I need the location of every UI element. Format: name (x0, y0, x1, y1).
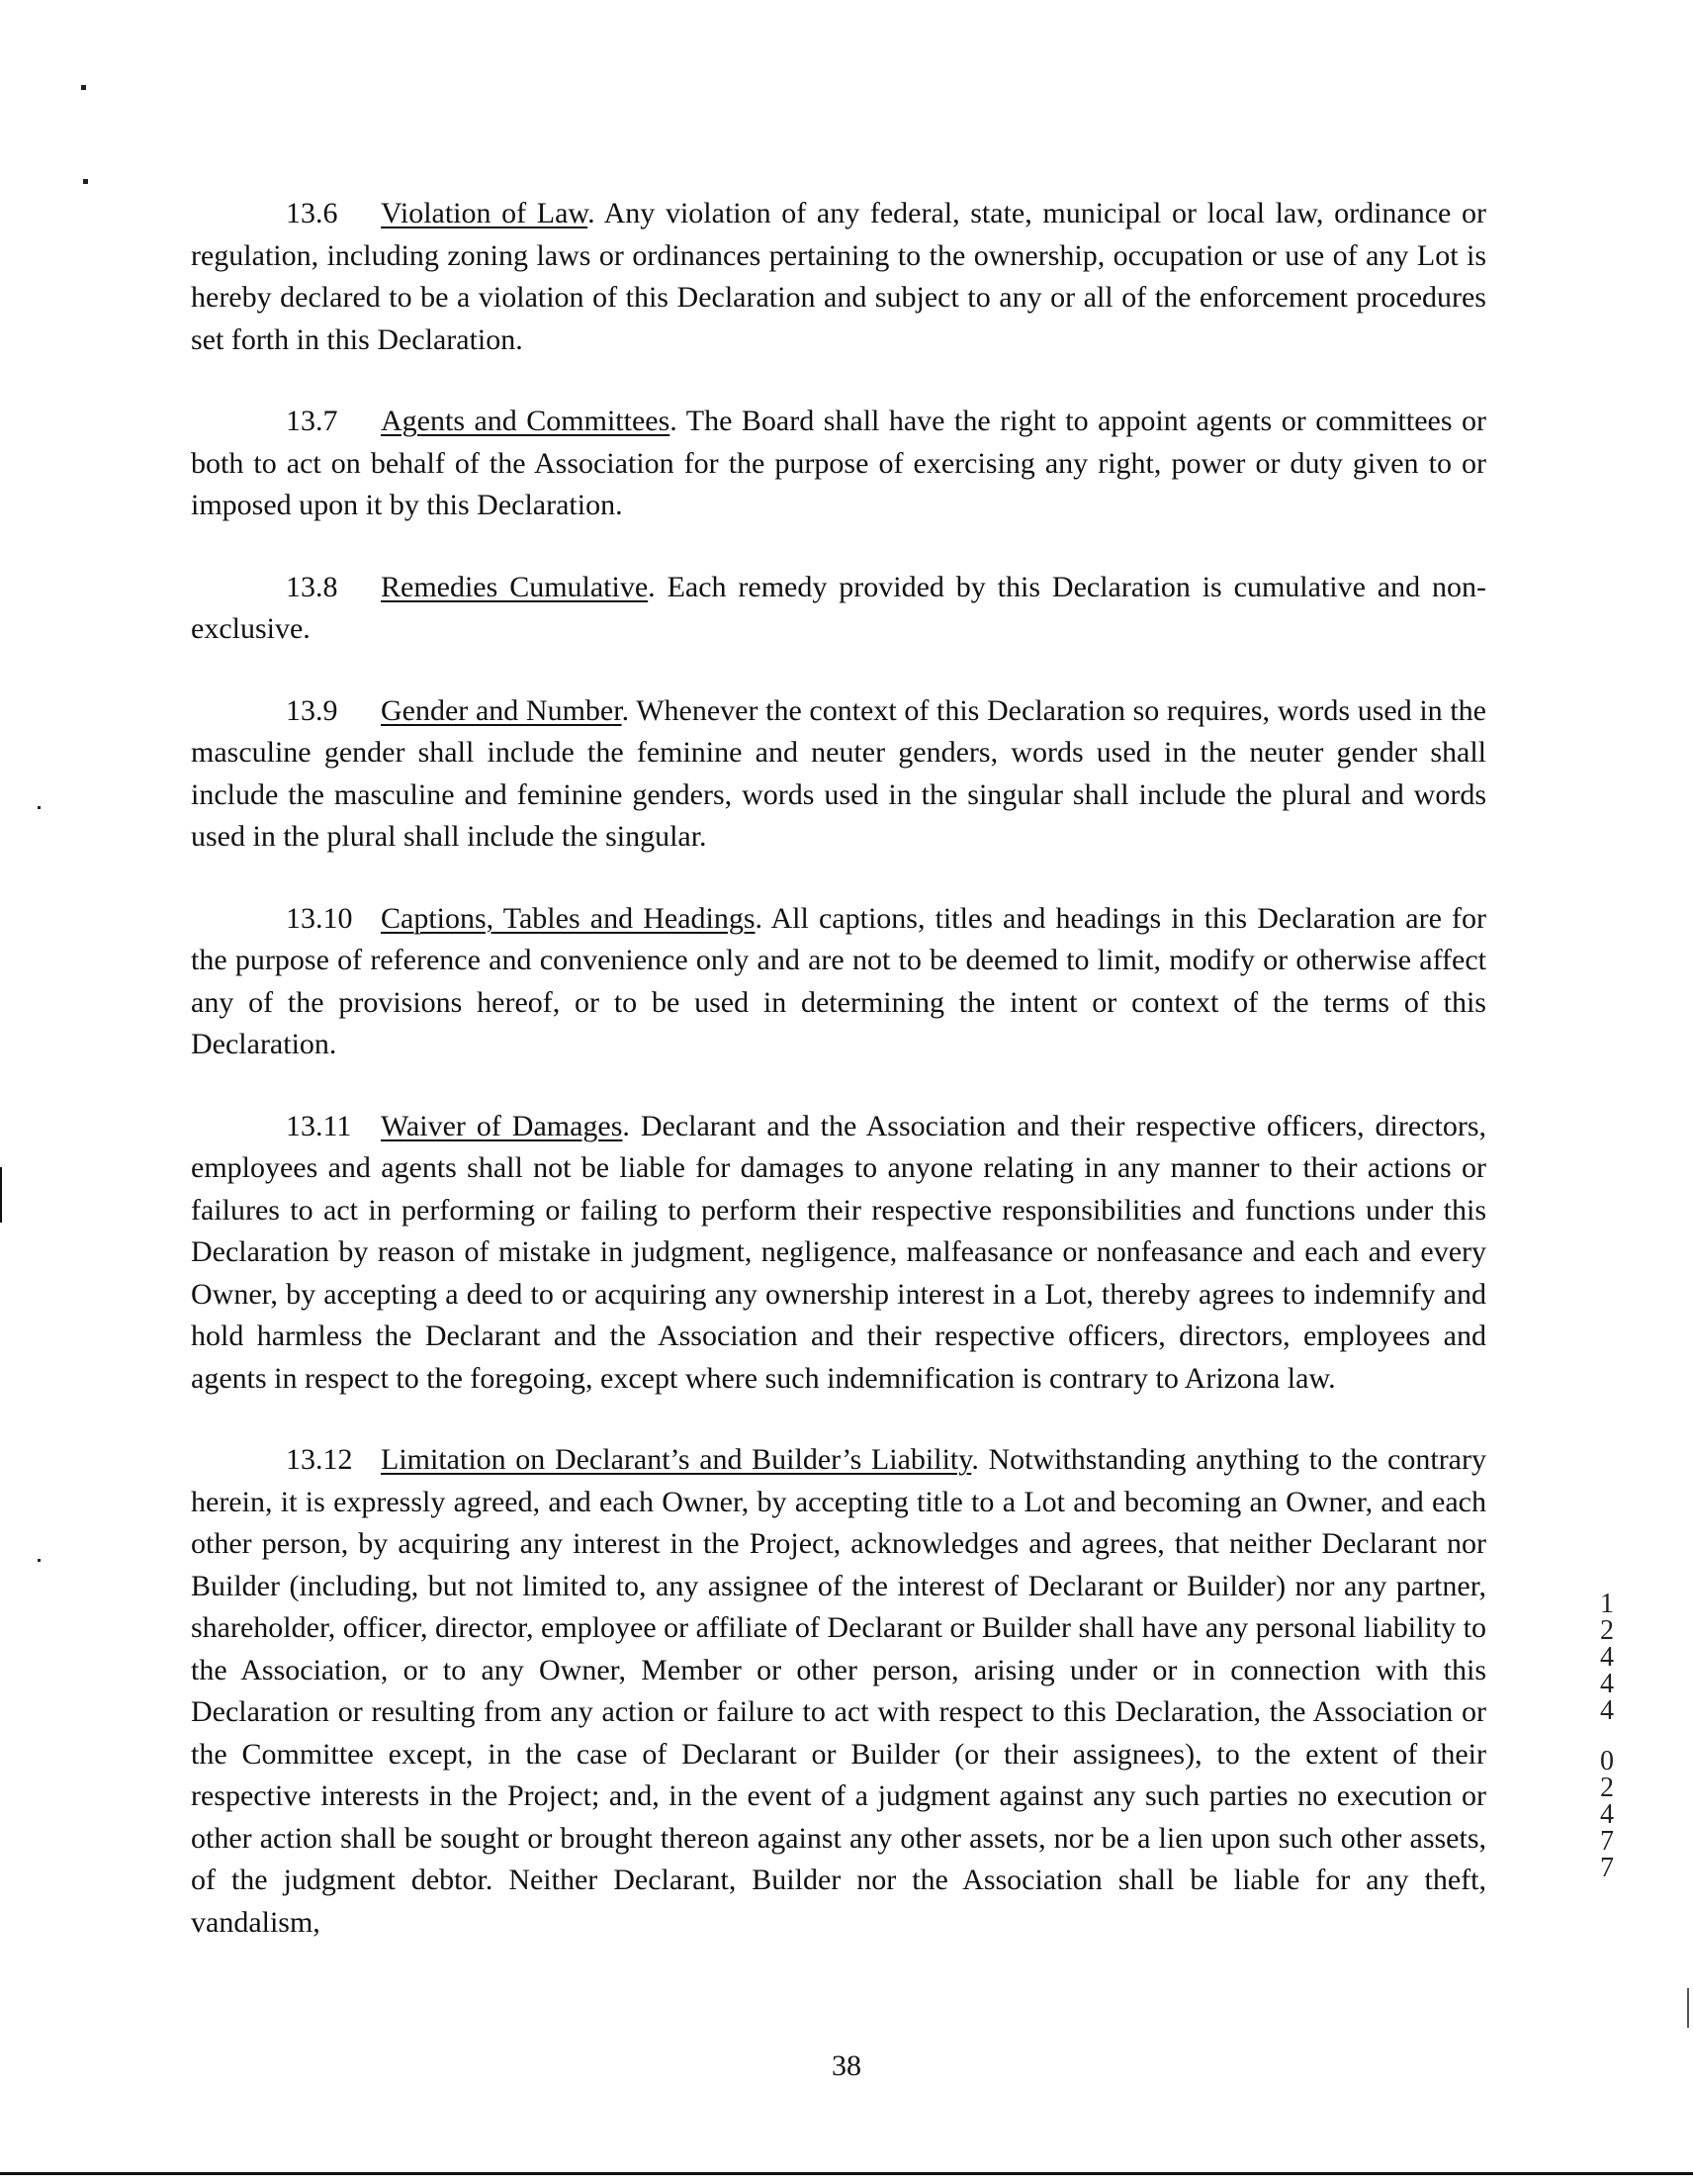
stamp-digit: 0 (1600, 1746, 1614, 1776)
section-text: . Whenever the context of this Declaration so requires, words used in the masculine gender shall include the feminine and neuter genders, words used in the neuter gender shall include the masculine and feminine genders, words used in the singular shall include the plural and words used in the plural shall include the singular. (191, 693, 1486, 853)
section-13-8 (191, 567, 1486, 651)
section-heading: Violation of Law (381, 197, 588, 229)
scan-speck (38, 1559, 41, 1562)
section-text: . All captions, titles and headings in this Declaration are for the purpose of reference and convenience only and are not to be deemed to limit, modify or otherwise affect any of the provisions hereof, or to be used in determining the intent or context of the terms of this Declaration. (191, 901, 1486, 1060)
section-text: . The Board shall have the right to appoint agents or committees or both to act on behalf of the Association for the purpose of exercising any right, power or duty given to or imposed upon it by this Declaration. (191, 405, 1486, 521)
document-body (191, 193, 1486, 1983)
section-number: 13.9 (286, 693, 338, 727)
section-number: 13.8 (286, 570, 338, 603)
stamp-gap (1592, 1724, 1622, 1748)
stamp-digit: 4 (1600, 1799, 1614, 1830)
section-number: 13.11 (286, 1109, 352, 1142)
section-text: . Declarant and the Association and their respective officers, directors, employees and agents shall not be liable for damages to anyone relating in any manner to their actions or failures to act in performing or failing to perform their respective responsibilities and functions under this Declaration by reason of mistake in judgment, negligence, malfeasance or nonfeasance and each and every Owner, by accepting a deed to or acquiring any ownership interest in a Lot, thereby agrees to indemnify and hold harmless the Declarant and the Association and their respective officers, directors, employees and agents in respect to the foregoing, except where such indemnification is contrary to Arizona law. (191, 1109, 1486, 1395)
section-text: . Notwithstanding anything to the contrary herein, it is expressly agreed, and each Owner, by accepting title to a Lot and becoming an Owner, and each other person, by acquiring any interest in the Project, acknowledges and agrees, that neither Declarant nor Builder (including, but not limited to, any assignee of the interest of Declarant or Builder) nor any partner, shareholder, officer, director, employee or affiliate of Declarant or Builder shall have any personal liability to the Association, or to any Owner, Member or other person, arising under or in connection with this Declaration or resulting from any action or failure to act with respect to this Declaration, the Association or the Committee except, in the case of Declarant or Builder (or their assignees), to the extent of their respective interests in the Project; and, in the event of a judgment against any such parties no execution or other action shall be sought or brought thereon against any other assets, nor be a lien upon such other assets, of the judgment debtor. Neither Declarant, Builder nor the Association shall be liable for any theft, vandalism, (191, 1443, 1486, 1939)
scan-bottom-edge (0, 2172, 1693, 2175)
section-heading: Captions, Tables and Headings (381, 901, 756, 935)
section-heading: Remedies Cumulative (381, 570, 649, 603)
page-number: 38 (832, 2049, 861, 2082)
section-13-12 (191, 1439, 1486, 1944)
section-13-9 (191, 690, 1486, 859)
recording-number-stamp (1592, 1591, 1622, 1881)
scan-edge-mark (1687, 1988, 1689, 2028)
section-heading: Waiver of Damages (381, 1109, 623, 1142)
stamp-digit: 4 (1600, 1669, 1614, 1699)
section-13-10 (191, 898, 1486, 1066)
section-heading: Limitation on Declarant’s and Builder’s Liability (381, 1443, 972, 1476)
section-13-6 (191, 193, 1486, 361)
scan-speck (38, 806, 41, 809)
section-number: 13.12 (286, 1443, 353, 1476)
section-13-11 (191, 1106, 1486, 1401)
section-number: 13.6 (286, 197, 338, 229)
stamp-digit: 7 (1600, 1853, 1614, 1883)
scan-speck (81, 85, 86, 90)
section-13-7 (191, 401, 1486, 527)
stamp-digit: 2 (1600, 1773, 1614, 1803)
section-number: 13.10 (286, 901, 353, 935)
section-text: . Each remedy provided by this Declaration is cumulative and non-exclusive. (191, 570, 1486, 645)
stamp-digit: 1 (1600, 1589, 1614, 1619)
scan-edge-mark (0, 1167, 2, 1223)
stamp-digit: 4 (1600, 1695, 1614, 1726)
section-heading: Agents and Committees (381, 405, 670, 437)
section-heading: Gender and Number (381, 693, 622, 727)
stamp-digit: 4 (1600, 1642, 1614, 1673)
scan-speck (83, 179, 88, 184)
stamp-digit: 7 (1600, 1826, 1614, 1857)
stamp-digit: 2 (1600, 1615, 1614, 1646)
section-number: 13.7 (286, 405, 338, 437)
section-text: . Any violation of any federal, state, municipal or local law, ordinance or regulation, including zoning laws or ordinances pertaining to the ownership, occupation or use of any Lot is hereby declared to be a violation of this Declaration and subject to any or all of the enforcement procedures set forth in this Declaration. (191, 197, 1486, 356)
